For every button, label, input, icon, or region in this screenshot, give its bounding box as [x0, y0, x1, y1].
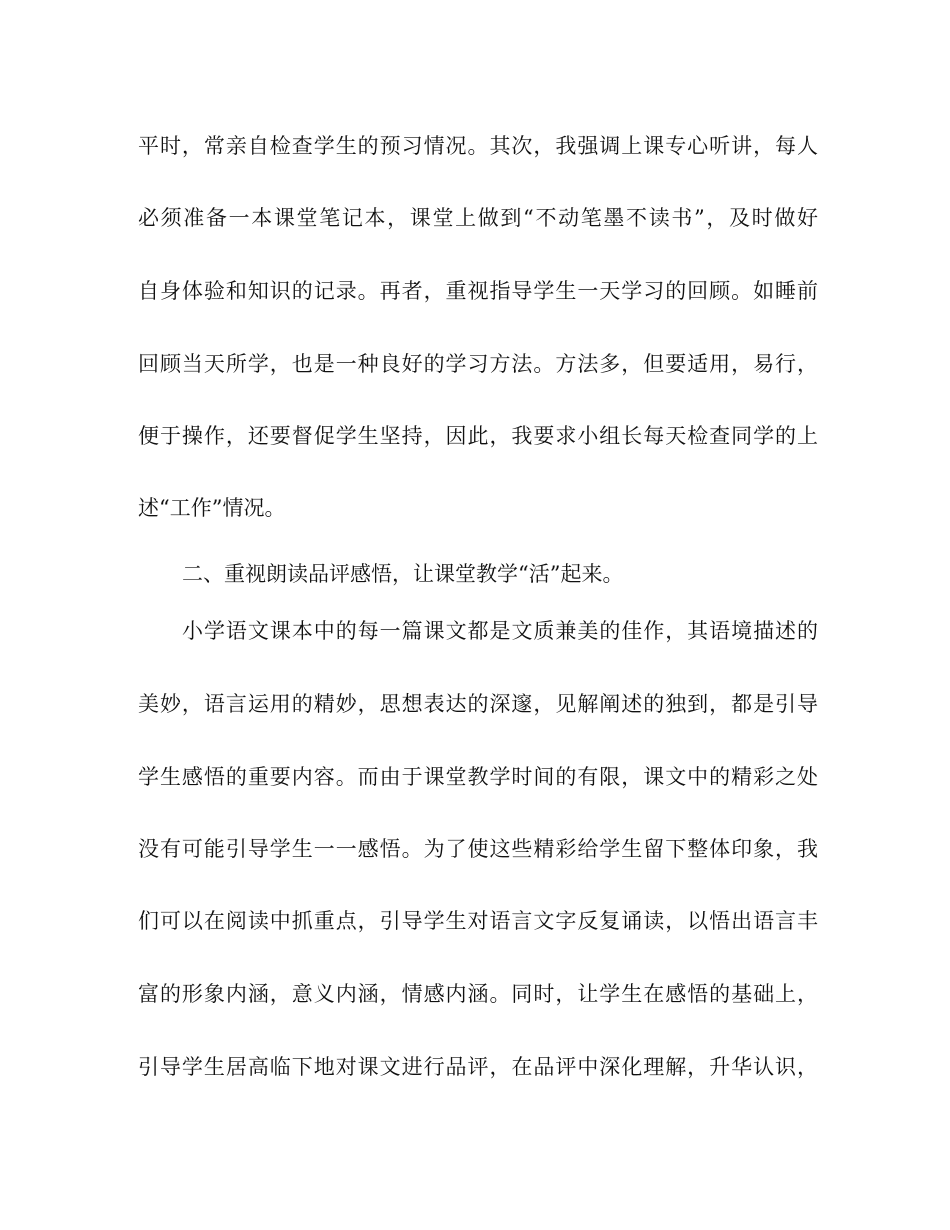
body-text-line: 回顾当天所学，也是一种良好的学习方法。方法多，但要适用，易行， [138, 352, 818, 376]
section-heading: 二、重视朗读品评感悟，让课堂教学“活”起来。 [182, 562, 624, 586]
body-text-line: 没有可能引导学生一一感悟。为了使这些精彩给学生留下整体印象，我 [138, 837, 818, 861]
body-text-line: 平时，常亲自检查学生的预习情况。其次，我强调上课专心听讲，每人 [138, 134, 818, 158]
body-text-line: 必须准备一本课堂笔记本，课堂上做到“不动笔墨不读书”，及时做好 [138, 206, 818, 230]
body-text-line: 引导学生居高临下地对课文进行品评，在品评中深化理解，升华认识， [138, 1055, 818, 1079]
body-text-line: 美妙，语言运用的精妙，思想表达的深邃，见解阐述的独到，都是引导 [138, 692, 818, 716]
body-text-line: 便于操作，还要督促学生坚持，因此，我要求小组长每天检查同学的上 [138, 424, 818, 448]
body-text-line: 学生感悟的重要内容。而由于课堂教学时间的有限，课文中的精彩之处 [138, 765, 818, 789]
body-text-line: 自身体验和知识的记录。再者，重视指导学生一天学习的回顾。如睡前 [138, 279, 818, 303]
body-text-line: 述“工作”情况。 [138, 496, 286, 520]
body-text-line: 富的形象内涵，意义内涵，情感内涵。同时，让学生在感悟的基础上， [138, 982, 818, 1006]
paragraph-first-line: 小学语文课本中的每一篇课文都是文质兼美的佳作，其语境描述的 [182, 619, 818, 643]
body-text-line: 们可以在阅读中抓重点，引导学生对语言文字反复诵读，以悟出语言丰 [138, 909, 818, 933]
